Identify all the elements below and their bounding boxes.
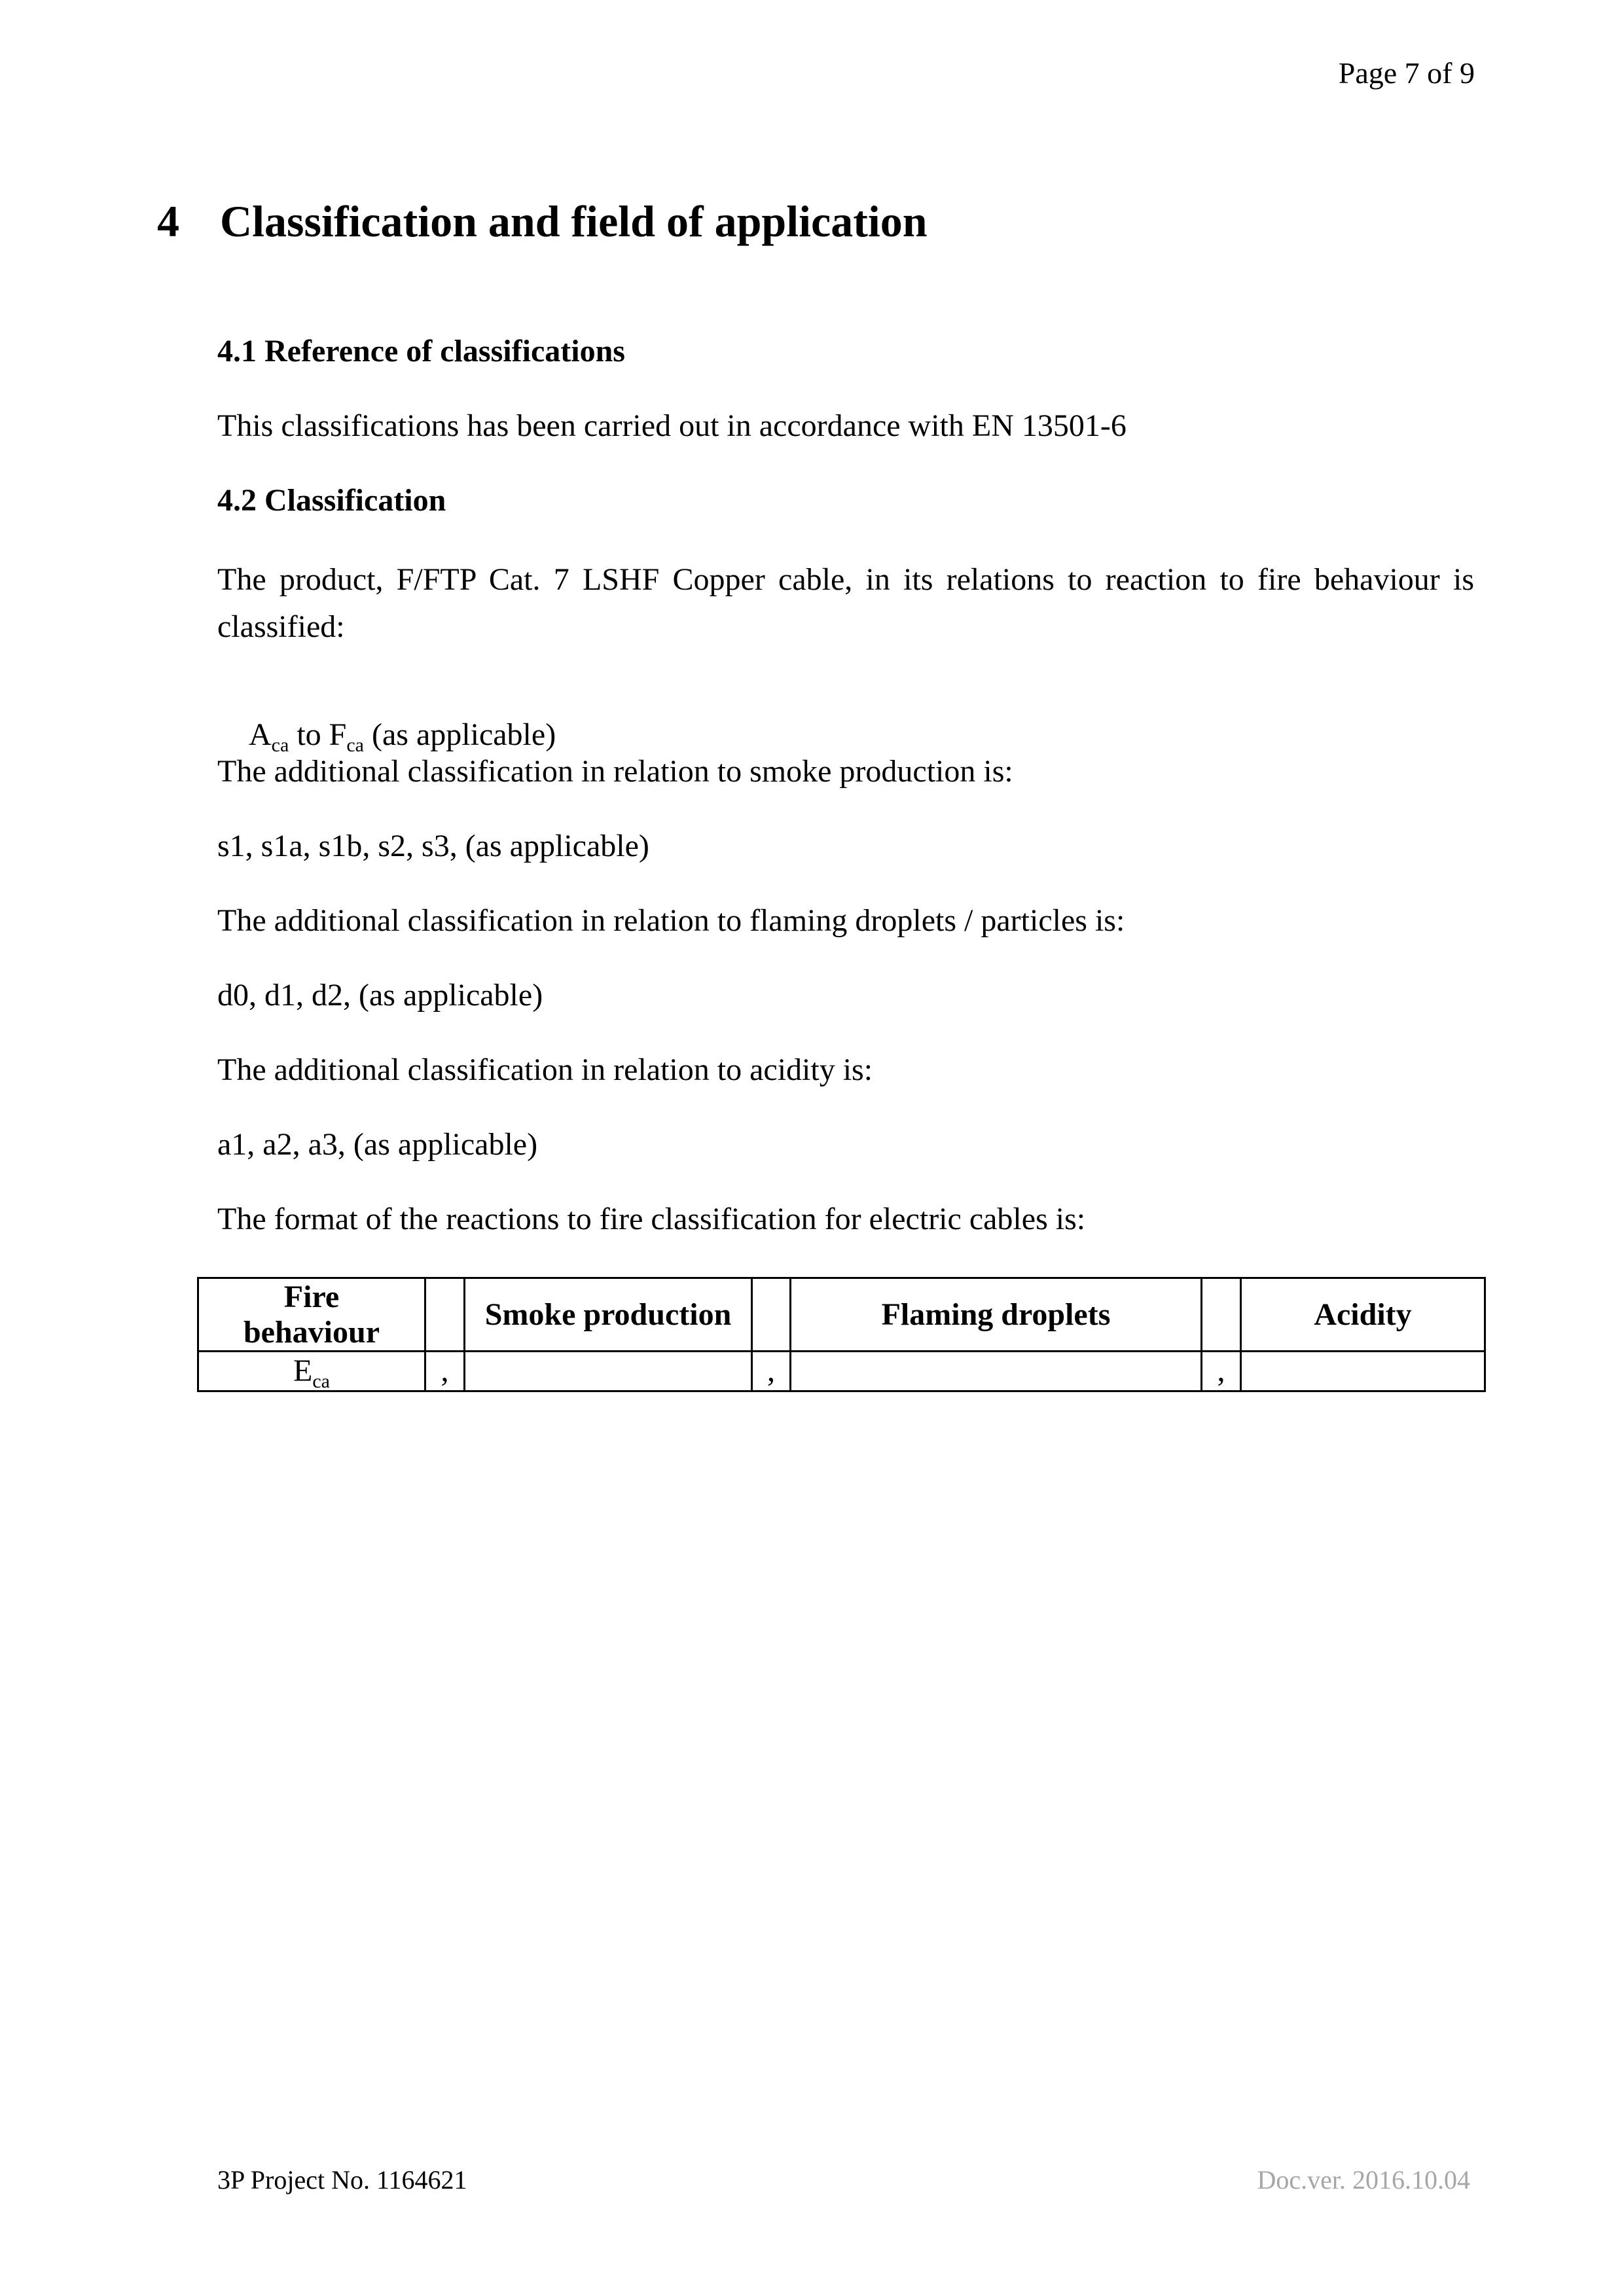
footer-project-number: 3P Project No. 1164621 <box>217 2165 467 2195</box>
footer-doc-version: Doc.ver. 2016.10.04 <box>1257 2165 1470 2195</box>
cell-acidity-value <box>1241 1352 1485 1391</box>
smoke-intro-line: The additional classification in relation to smoke production is: <box>217 754 1013 789</box>
smoke-values-line: s1, s1a, s1b, s2, s3, (as applicable) <box>217 829 649 863</box>
page-number: Page 7 of 9 <box>1338 56 1475 90</box>
cell-fire-behaviour-value <box>198 1352 425 1391</box>
fire-class-base: E <box>293 1354 313 1388</box>
cell-comma-2: , <box>752 1352 791 1391</box>
header-cell-flaming-droplets: Flaming droplets <box>791 1278 1202 1352</box>
cell-comma-3: , <box>1202 1352 1241 1391</box>
section-heading-number: 4 <box>157 196 179 246</box>
section-heading <box>157 195 928 247</box>
cell-flaming-droplets-value <box>791 1352 1202 1391</box>
range-to-base: F <box>329 717 347 752</box>
table-header-row <box>198 1278 1485 1352</box>
header-cell-acidity: Acidity <box>1241 1278 1485 1352</box>
header-cell-separator-3 <box>1202 1278 1241 1352</box>
table-row <box>198 1352 1485 1391</box>
droplets-intro-line: The additional classification in relation to flaming droplets / particles is: <box>217 903 1125 938</box>
format-intro-line: The format of the reactions to fire classification for electric cables is: <box>217 1202 1086 1236</box>
subsection-41-heading: 4.1 Reference of classifications <box>217 334 625 368</box>
acidity-values-line: a1, a2, a3, (as applicable) <box>217 1127 538 1162</box>
header-label-fire-behaviour: Fire behaviour <box>243 1279 380 1350</box>
range-from-subscript: ca <box>271 734 289 756</box>
header-cell-fire-behaviour <box>198 1278 425 1352</box>
acidity-intro-line: The additional classification in relation to acidity is: <box>217 1052 873 1087</box>
cell-smoke-production-value <box>465 1352 752 1391</box>
range-connector: to <box>289 717 329 752</box>
subsection-41-paragraph: This classifications has been carried out in accordance with EN 13501-6 <box>217 408 1127 443</box>
classification-format-table <box>197 1277 1486 1392</box>
header-cell-smoke-production: Smoke production <box>465 1278 752 1352</box>
header-cell-separator-1 <box>425 1278 465 1352</box>
subsection-42-paragraph: The product, F/FTP Cat. 7 LSHF Copper cable, in its relations to reaction to fire behaviour is classified: <box>217 562 1482 644</box>
range-from-base: A <box>249 717 272 752</box>
range-suffix: (as applicable) <box>364 717 556 752</box>
subsection-42-heading: 4.2 Classification <box>217 483 446 518</box>
header-cell-separator-2 <box>752 1278 791 1352</box>
range-to-subscript: ca <box>346 734 364 756</box>
cell-comma-1: , <box>425 1352 465 1391</box>
fire-class-subscript: ca <box>312 1371 330 1391</box>
section-heading-title: Classification and field of application <box>220 196 928 246</box>
droplets-values-line: d0, d1, d2, (as applicable) <box>217 978 543 1013</box>
